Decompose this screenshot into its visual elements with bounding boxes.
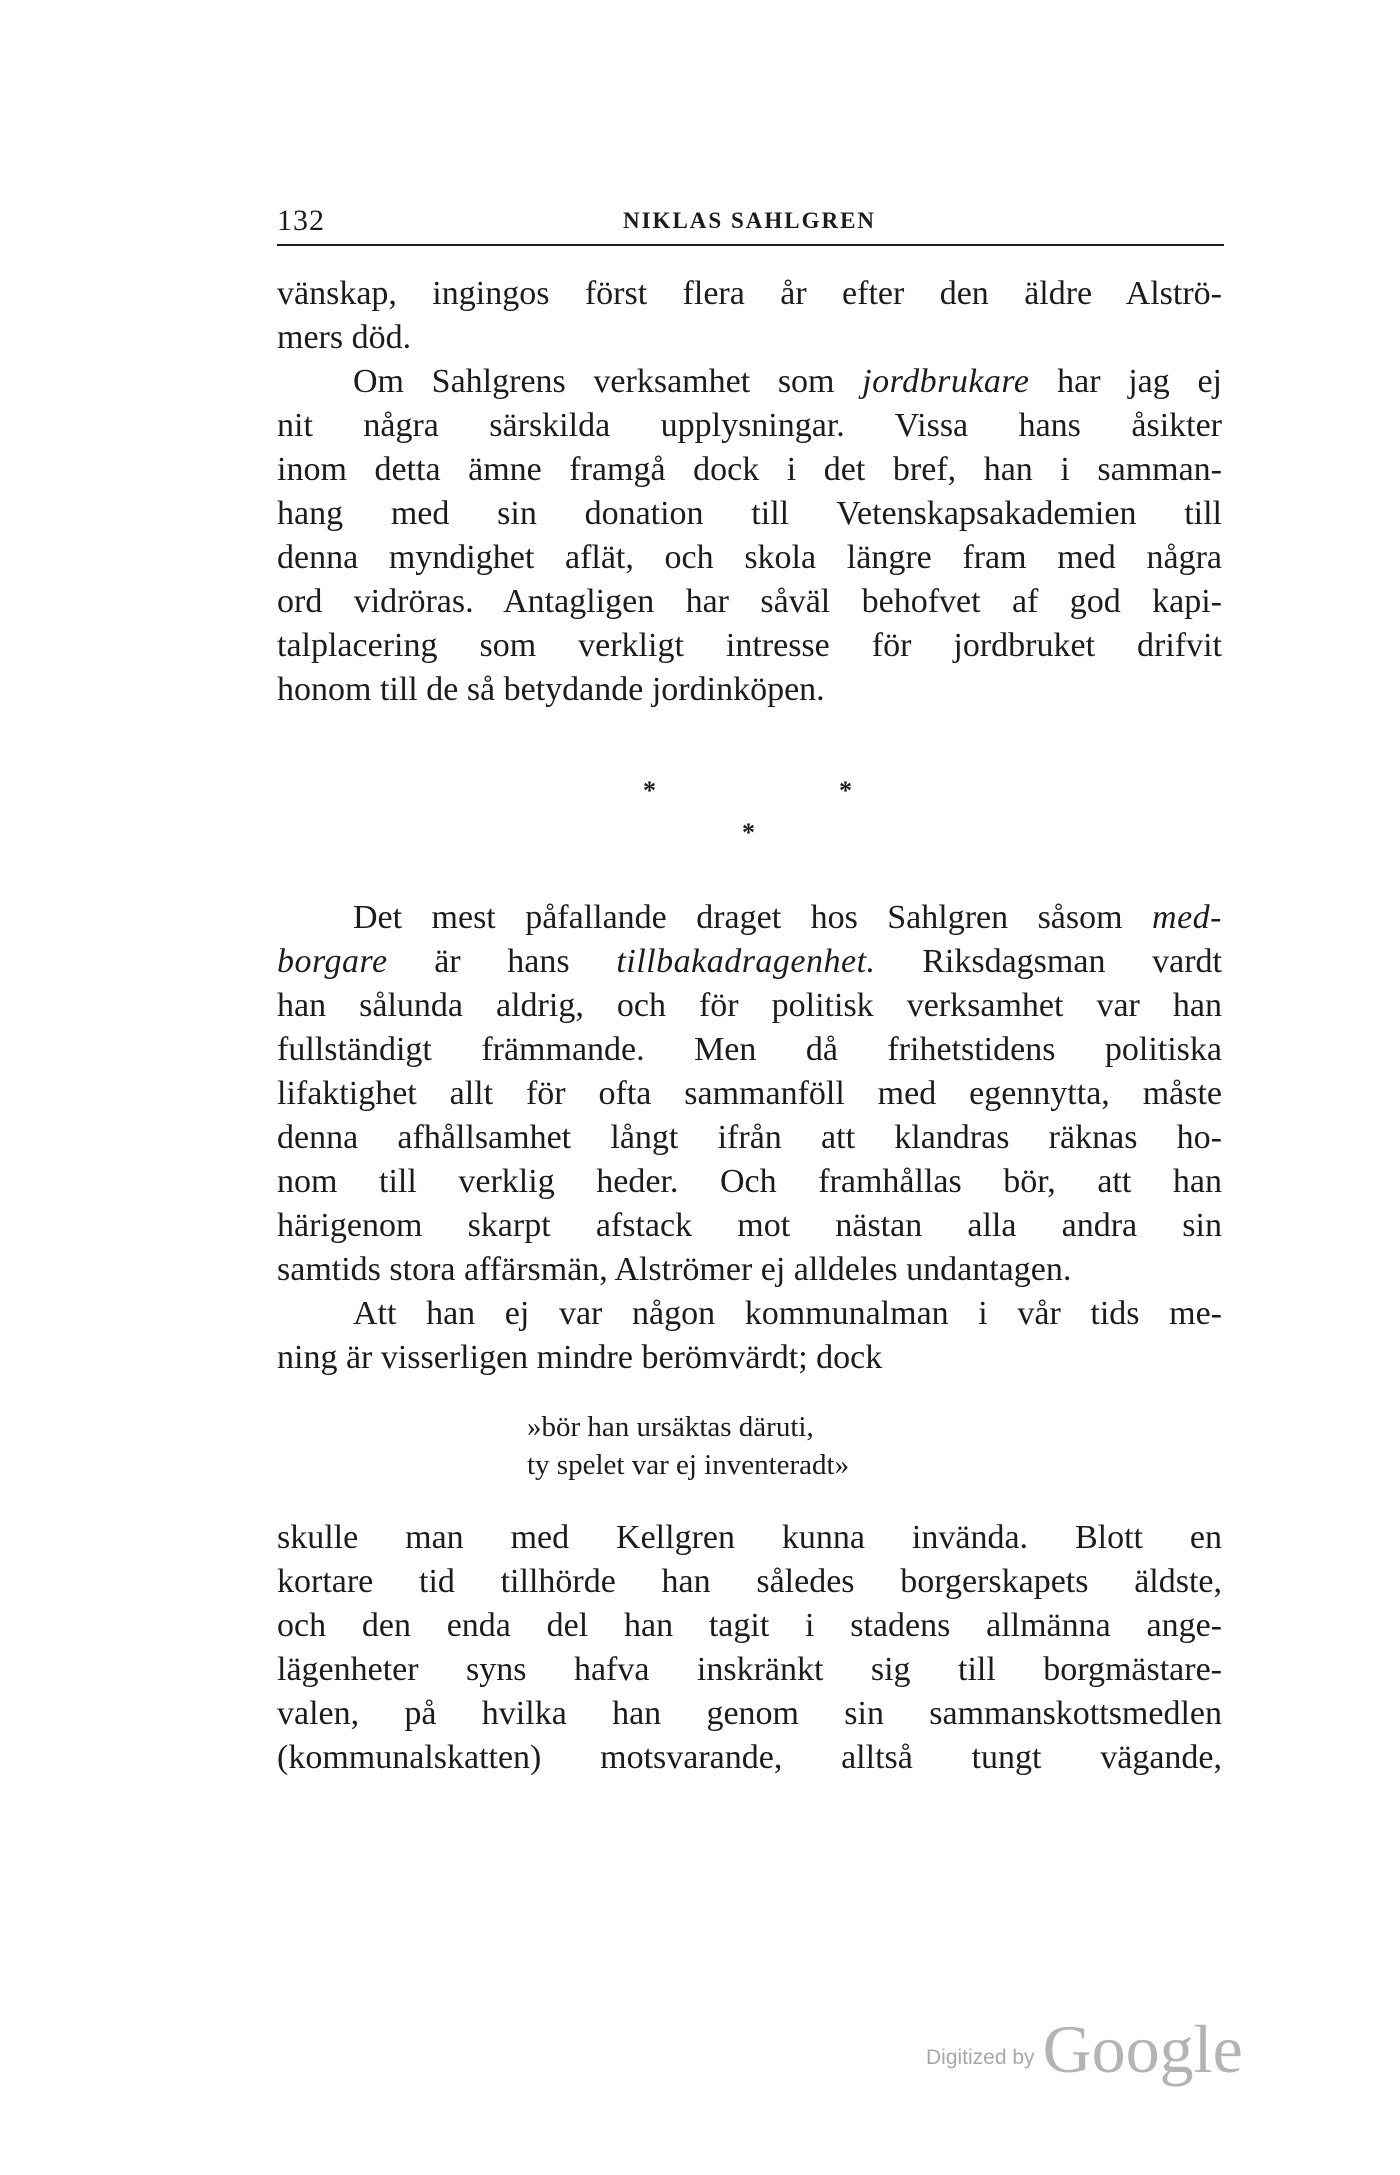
text-line: skulle man med Kellgren kunna invända. Blott en — [277, 1519, 1222, 1556]
text-line — [353, 896, 1222, 940]
text-line: (kommunalskatten) motsvarande, alltså tungt vägande, — [277, 1739, 1222, 1776]
digitized-by-google-watermark — [926, 2010, 1243, 2089]
text-line: kortare tid tillhörde han således borgerskapets äldste, — [277, 1563, 1222, 1600]
text-line: denna myndighet aflät, och skola längre fram med några — [277, 539, 1222, 576]
text-line: ning är visserligen mindre berömvärdt; dock — [277, 1339, 883, 1376]
italic-term: tillbakadragenhet. — [616, 943, 876, 980]
text-line: honom till de så betydande jordinköpen. — [277, 671, 825, 708]
text-line: fullständigt främmande. Men då frihetstidens politiska — [277, 1031, 1222, 1068]
text-line: valen, på hvilka han genom sin sammanskottsmedlen — [277, 1695, 1222, 1732]
text-line: härigenom skarpt afstack mot nästan alla andra sin — [277, 1207, 1222, 1244]
italic-term: borgare — [277, 943, 388, 980]
italic-term: jordbrukare — [862, 363, 1030, 400]
running-title: NIKLAS SAHLGREN — [623, 208, 877, 233]
text-line: han sålunda aldrig, och för politisk verksamhet var han — [277, 987, 1222, 1024]
italic-term: med- — [1152, 899, 1222, 936]
asterisk: * — [839, 776, 852, 805]
text-run: är hans — [387, 943, 617, 980]
text-line: ord vidröras. Antagligen har såväl behofvet af god kapi- — [277, 583, 1222, 620]
asterisk: * — [643, 776, 656, 805]
text-line: mers död. — [277, 319, 412, 356]
text-run: har jag ej — [1029, 363, 1222, 400]
text-line: inom detta ämne framgå dock i det bref, han i samman- — [277, 451, 1222, 488]
text-line: nom till verklig heder. Och framhållas bör, att han — [277, 1163, 1222, 1200]
text-line — [353, 360, 1222, 404]
text-run: Om Sahlgrens verksamhet som — [353, 363, 863, 400]
text-line: och den enda del han tagit i stadens allmänna ange- — [277, 1607, 1222, 1644]
text-line: lifaktighet allt för ofta sammanföll med egennytta, måste — [277, 1075, 1222, 1112]
page-header — [277, 200, 1224, 246]
text-line: denna afhållsamhet långt ifrån att klandras räknas ho- — [277, 1119, 1222, 1156]
verse-line: »bör han ursäktas däruti, — [527, 1411, 814, 1443]
text-line: Att han ej var någon kommunalman i vår tids me- — [353, 1295, 1222, 1332]
text-line: vänskap, ingingos först flera år efter den äldre Alströ- — [277, 275, 1222, 312]
text-line — [277, 940, 1222, 984]
text-run: Det mest påfallande draget hos Sahlgren såsom — [353, 899, 1153, 936]
verse-line: ty spelet var ej inventeradt» — [527, 1449, 850, 1481]
text-line: talplacering som verkligt intresse för jordbruket drifvit — [277, 627, 1222, 664]
text-line: nit några särskilda upplysningar. Vissa hans åsikter — [277, 407, 1222, 444]
text-run: Riksdagsman vardt — [875, 943, 1222, 980]
text-line: samtids stora affärsmän, Alströmer ej alldeles undantagen. — [277, 1251, 1072, 1288]
text-line: lägenheter syns hafva inskränkt sig till borgmästare- — [277, 1651, 1222, 1688]
google-logo: Google — [1042, 2011, 1243, 2087]
page-number: 132 — [277, 204, 325, 237]
asterisk: * — [742, 818, 755, 847]
text-line: hang med sin donation till Vetenskapsakademien till — [277, 495, 1222, 532]
watermark-label: Digitized by — [926, 2046, 1035, 2069]
